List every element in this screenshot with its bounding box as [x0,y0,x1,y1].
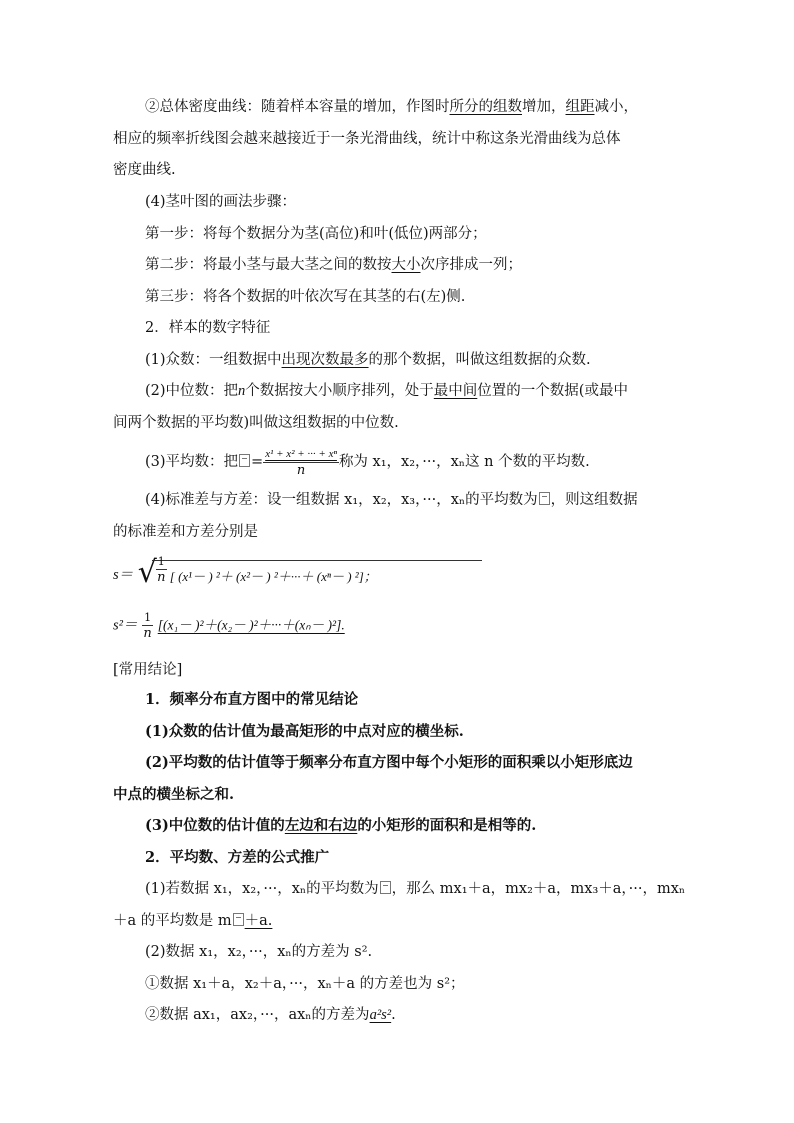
text-run: 位置的一个数据(或最中 [477,383,628,399]
text-run: (1)若数据 x₁，x₂，···，xₙ的平均数为 [145,881,379,897]
section-heading-features: 2．样本的数字特征 [145,320,271,336]
underlined-answer: a²s² [369,1007,392,1023]
underlined-answer: 组距 [565,99,595,115]
text-run: (3)平均数：把 [145,454,239,470]
underlined-answer: 最中间 [433,383,478,399]
sqrt-icon: √ [137,555,157,590]
conclusion-3 [145,816,536,836]
stem-leaf-step-2 [145,255,522,275]
text-run: 的那个数据，叫做这组数据的众数. [368,352,591,368]
conclusion-heading-1: 1．频率分布直方图中的常见结论 [145,691,359,708]
underlined-answer: 左边和右边 [284,817,358,834]
text-run: (2)中位数：把 [145,383,239,399]
text-run: 称为 x₁，x₂，···，xₙ这 n 个数的平均数. [338,454,590,470]
s-lhs: s＝ [113,567,134,583]
xbar-symbol-icon [380,881,391,894]
xbar-symbol-icon [233,913,244,926]
underlined-answer: ＋a. [244,913,273,929]
text-run: (3)中位数的估计值的 [145,817,285,834]
text-run: ②总体密度曲线：随着样本容量的增加，作图时 [145,99,450,115]
xbar-symbol-icon [239,454,250,467]
variable-n: n [238,383,246,399]
conclusion-heading-2: 2．平均数、方差的公式推广 [145,849,330,866]
sd-definition-line-2: 的标准差和方差分别是 [113,524,258,540]
mean-numerator: x¹ + x² + ··· + xⁿ [263,447,339,463]
variance-formula [113,610,345,641]
density-curve-line-1 [145,97,638,117]
fraction-num: 1 [157,555,165,568]
density-curve-line-2: 相应的频率折线图会越来越接近于一条光滑曲线，统计中称这条光滑曲线为总体 [113,131,621,147]
variance-body: [(x₁－ )²＋(x₂－ )²＋···＋(xₙ－ )²]. [157,617,345,633]
conclusions-tag: [常用结论] [113,662,183,678]
mean-definition [145,444,590,480]
variance-generalization-2 [145,1005,396,1025]
sd-definition-line-1 [145,490,638,510]
text-run: ，则这组数据 [550,492,638,508]
underlined-answer: 出现次数最多 [281,352,369,368]
text-run: 的小矩形的面积和是相等的. [357,817,537,834]
mean-generalization-line-2 [113,911,272,931]
text-run: 第二步：将最小茎与最大茎之间的数按 [145,257,392,273]
text-run: 减小， [594,99,638,115]
equals-sign: = [251,454,264,470]
std-dev-body: [ (x¹－ ) ²＋ (x²－ ) ²＋···＋ (xⁿ－ ) ²]； [169,569,377,584]
text-run: 个数据按大小顺序排列，处于 [245,383,434,399]
underlined-answer: 所分的组数 [449,99,522,115]
median-definition-line-1 [145,381,628,401]
std-dev-formula [113,555,483,590]
stem-leaf-step-3: 第三步：将各个数据的叶依次写在其茎的右(左)侧. [145,289,466,305]
fraction-num: 1 [144,611,152,624]
mean-fraction [263,447,339,478]
text-run: 增加， [522,99,566,115]
variance-generalization-1: ①数据 x₁＋a，x₂＋a，···，xₙ＋a 的方差也为 s²； [145,976,465,992]
text-run: (4)标准差与方差：设一组数据 x₁，x₂，x₃，···，xₙ的平均数为 [145,492,538,508]
fraction-den: n [143,626,152,641]
conclusion-1: (1)众数的估计值为最高矩形的中点对应的横坐标. [145,723,464,740]
fraction-den: n [157,570,166,585]
radical [137,555,483,590]
mean-generalization-line-1 [145,879,685,899]
s2-lhs: s²＝ [113,617,138,634]
text-run: (1)众数：一组数据中 [145,352,282,368]
text-run: ＋a 的平均数是 m [113,913,232,929]
mean-denominator: n [296,462,306,478]
conclusion-2-line-1: (2)平均数的估计值等于频率分布直方图中每个小矩形的面积乘以小矩形底边 [145,754,633,771]
underlined-answer: 大小 [391,257,421,273]
one-over-n [142,610,153,641]
density-curve-line-3: 密度曲线. [113,162,176,178]
text-run: ②数据 ax₁，ax₂，···，axₙ的方差为 [145,1007,370,1023]
variance-generalization: (2)数据 x₁，x₂，···，xₙ的方差为 s². [145,944,373,960]
mode-definition [145,350,591,370]
stem-leaf-title: (4)茎叶图的画法步骤： [145,194,297,210]
stem-leaf-step-1: 第一步：将每个数据分为茎(高位)和叶(低位)两部分； [145,226,487,242]
xbar-symbol-icon [539,492,550,505]
text-run: . [391,1007,396,1023]
text-run: ，那么 mx₁＋a，mx₂＋a，mx₃＋a，···，mxₙ [391,881,686,897]
one-over-n [156,554,167,585]
text-run: 次序排成一列； [420,257,522,273]
conclusion-2-line-2: 中点的横坐标之和. [113,786,235,803]
median-definition-line-2: 间两个数据的平均数)叫做这组数据的中位数. [113,415,399,431]
radical-bar [152,560,482,561]
